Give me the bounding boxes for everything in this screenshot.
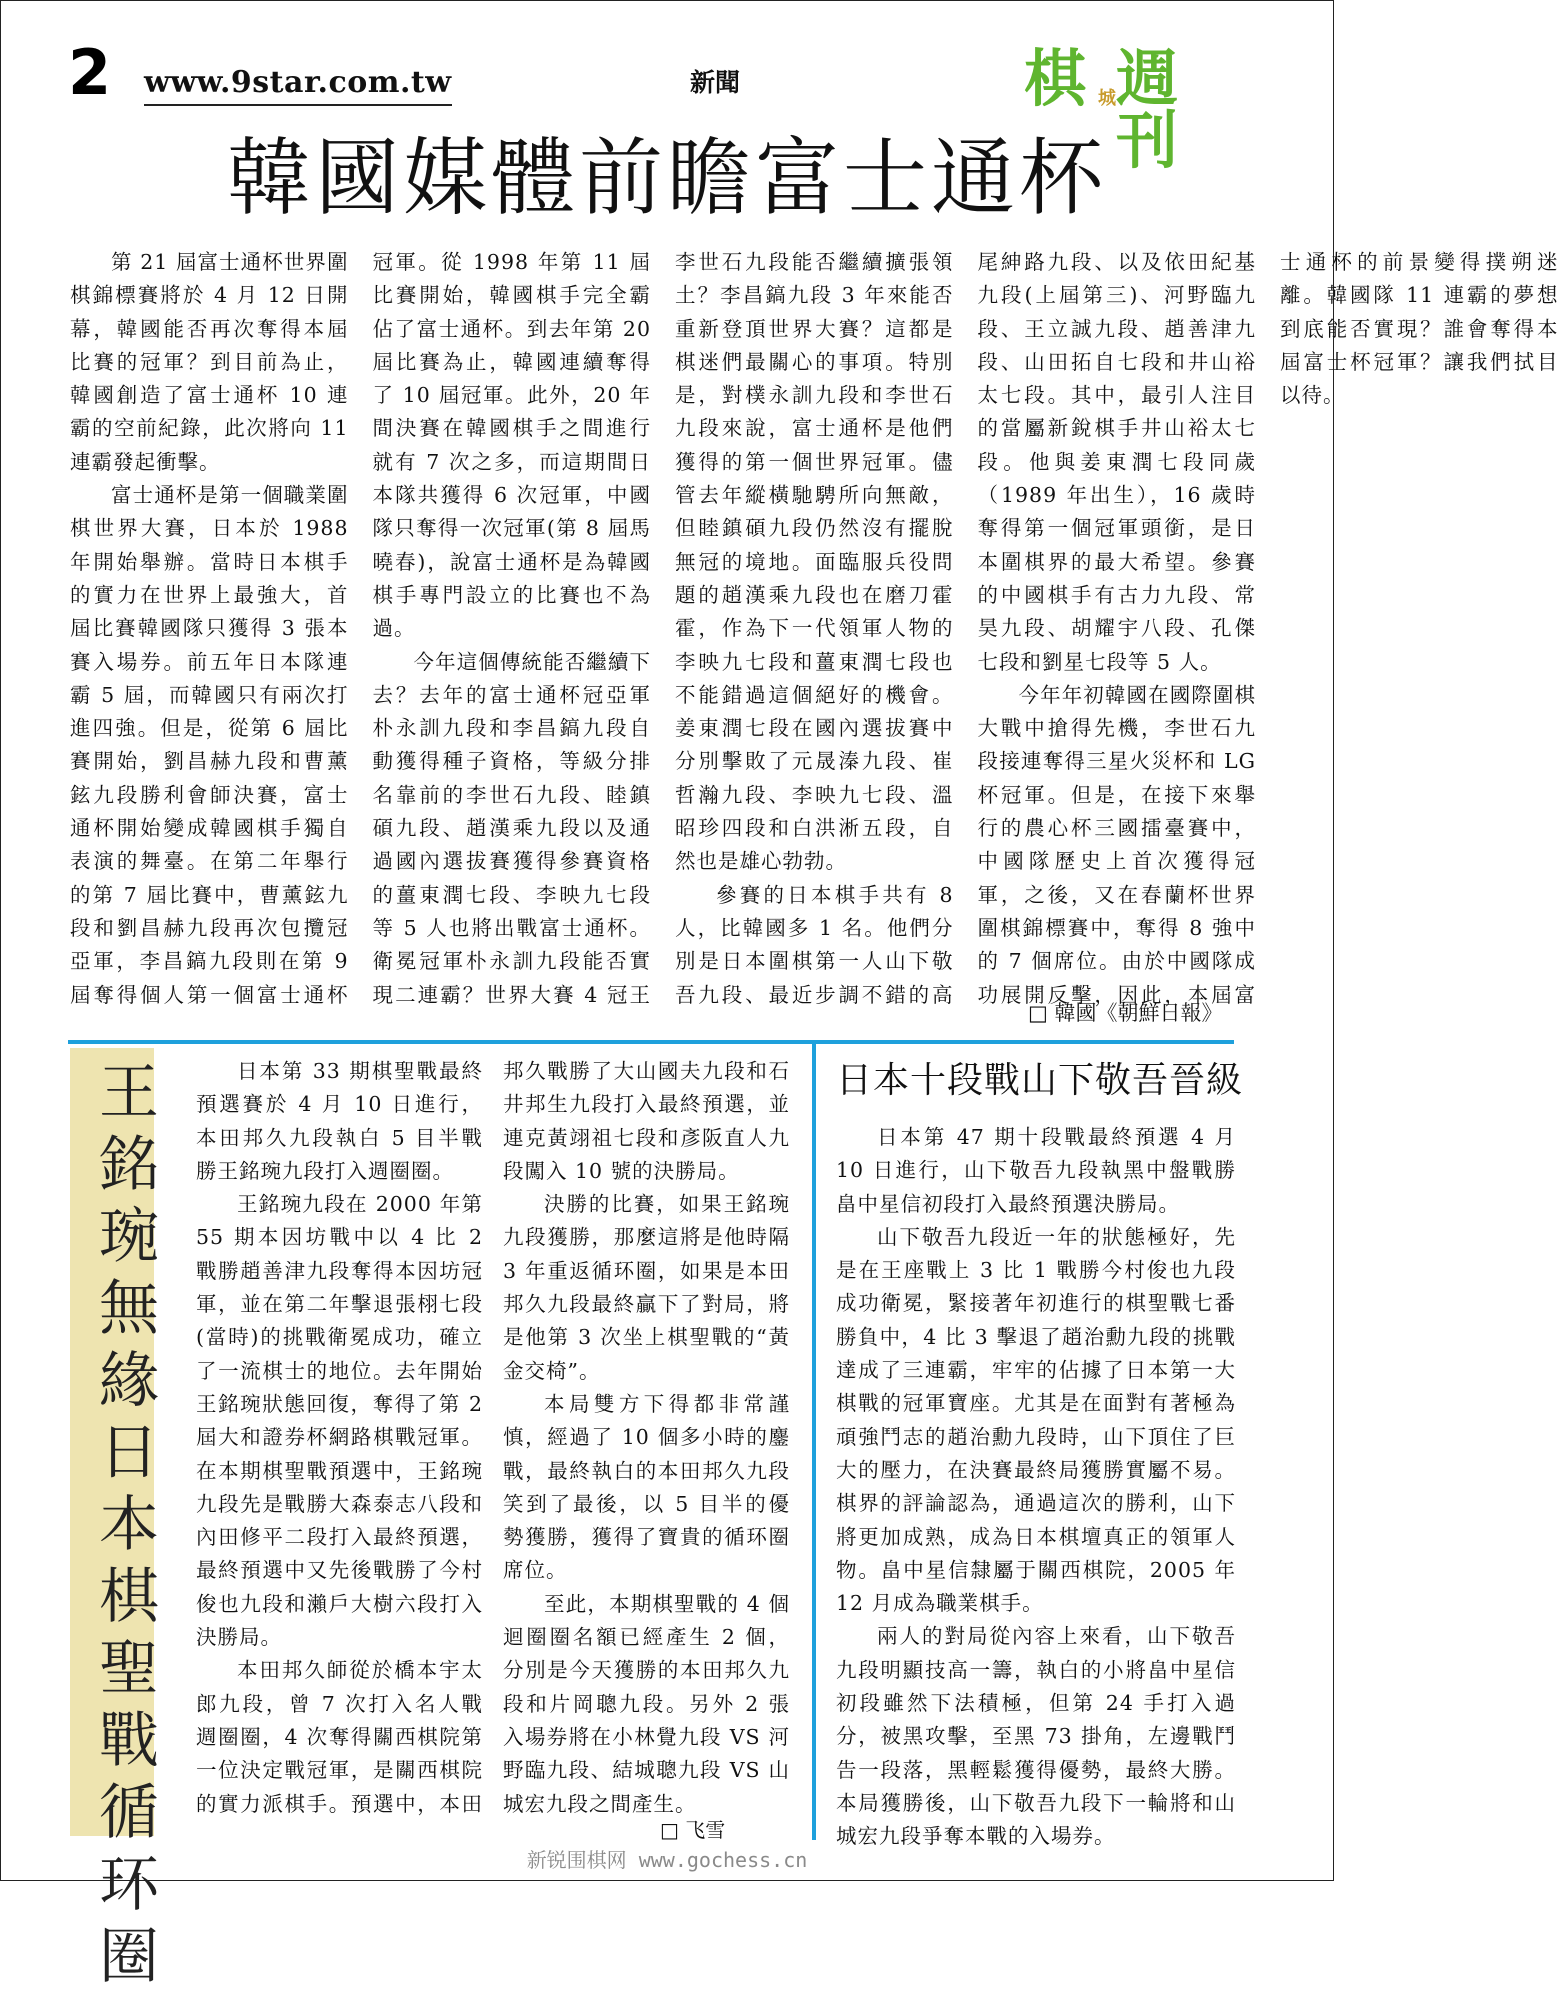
section-label: 新聞	[690, 68, 741, 97]
article-paragraph: 第 21 屆富士通杯世界圍棋錦標賽將於 4 月 12 日開幕，韓國能否再次奪得本屆比賽的冠軍？到目前為止，韓國創造了富士通杯 10 連霸的空前紀錄，此次將向 11 連霸發起衝擊。	[70, 250, 349, 474]
right-article-body	[836, 1121, 1236, 1849]
article-paragraph: 決勝的比賽，如果王銘琬九段獲勝，那麼這將是他時隔 3 年重返循环圈，如果是本田邦久九段最終贏下了對局，將是他第 3 次坐上棋聖戰的“黃金交椅”。	[503, 1192, 790, 1383]
article-paragraph: 山下敬吾九段近一年的狀態極好，先是在王座戰上 3 比 1 戰勝今村俊也九段成功衛冕，緊接著年初進行的棋聖戰七番勝負中，4 比 3 擊退了趙治勳九段的挑戰達成了三連霸，牢牢的佔據了日本第一大棋戰的冠軍寶座。尤其是在面對有著極為頑強鬥志的趙治勳九段時，山下頂住了巨大的壓力，在決賽最終局獲勝實屬不易。棋界的評論認為，通過這次的勝利，山下將更加成熟，成為日本棋壇真正的領軍人物。畠中星信隸屬于關西棋院，2005 年 12 月成為職業棋手。	[836, 1224, 1236, 1616]
page-headline: 韓國媒體前瞻富士通杯	[226, 129, 1107, 227]
right-article-headline: 日本十段戰山下敬吾晉級	[836, 1060, 1244, 1101]
article-paragraph: 兩人的對局從內容上來看，山下敬吾九段明顯技高一籌，執白的小將畠中星信初段雖然下法積極，但第 24 手打入過分，被黑攻擊，至黑 73 掛角，左邊戰鬥告一段落，黑輕鬆獲得優勢，最終大勝。本局獲勝後，山下敬吾九段下一輪將和山城宏九段爭奪本戰的入場券。	[836, 1624, 1236, 1849]
article-paragraph: 參賽的日本棋手共有 8 人，比韓國多 1 名。他們分別是日本圍棋第一人山下敬吾九段、最近步調不錯的高尾紳路九段、以及依田紀基九段(上屆第三)、河野臨九段、王立誠九段、趙善津九段、山田拓自七段和井山裕太七段。其中，最引人注目的當屬新銳棋手井山裕太七段。他與姜東潤七段同歲（1989 年出生），16 歲時奪得第一個冠軍頭銜，是日本圍棋界的最大希望。參賽的中國棋手有古力九段、常昊九段、胡耀宇八段、孔傑七段和劉星七段等 5 人。	[675, 250, 1256, 1007]
article-paragraph: 本田邦久師從於橋本宇太郎九段，曾 7 次打入名人戰週圈圈，4 次奪得關西棋院第一位決定戰冠軍，是關西棋院的實力派棋手。預選中，本田邦久戰勝了大山國夫九段和石井邦生九段打入最終預選，並連克黃翊祖七段和彥阪直人九段闖入 10 號的決勝局。	[196, 1059, 790, 1816]
publication-logo	[1024, 42, 1234, 177]
top-article-source: □ 韓國《朝鮮日報》	[1028, 1001, 1223, 1025]
horizontal-divider	[68, 1040, 1234, 1044]
top-article-body	[70, 246, 1559, 1036]
logo-text-small: 城	[1098, 88, 1116, 109]
footer-watermark: 新锐围棋网 www.gochess.cn	[526, 1848, 808, 1872]
article-paragraph: 今年年初韓國在國際圍棋大戰中搶得先機，李世石九段接連奪得三星火災杯和 LG 杯冠軍。但是，在接下來舉行的農心杯三國擂臺賽中，中國隊歷史上首次獲得冠軍，之後，又在春蘭杯世界圍棋錦標賽中，奪得 8 強中的 7 個席位。由於中國隊成功展開反擊，因此，本屆富士通杯的前景變得撲朔迷離。韓國隊 11 連霸的夢想到底能否實現？誰會奪得本屆富士杯冠軍？讓我們拭目以待。	[977, 250, 1559, 1007]
left-article-source: □ 飞雪	[660, 1818, 726, 1842]
logo-text-left: 棋	[1024, 42, 1087, 115]
logo-text-right: 週刊	[1116, 42, 1179, 177]
article-paragraph: 本局雙方下得都非常謹慎，經過了 10 個多小時的鏖戰，最終執白的本田邦久九段笑到了最後，以 5 目半的優勢獲勝，獲得了寶貴的循环圈席位。	[503, 1391, 790, 1583]
left-article-body	[196, 1055, 790, 1845]
article-paragraph: 日本第 33 期棋聖戰最終預選賽於 4 月 10 日進行，本田邦久九段執白 5 目半戰勝王銘琬九段打入週圈圈。	[196, 1059, 483, 1183]
article-paragraph: 王銘琬九段在 2000 年第 55 期本因坊戰中以 4 比 2 戰勝趙善津九段奪得本因坊冠軍，並在第二年擊退張栩七段(當時)的挑戰衛冕成功，確立了一流棋士的地位。去年開始王銘琬狀態回復，奪得了第 2 屆大和證券杯網路棋戰冠軍。在本期棋聖戰預選中，王銘琬九段先是戰勝大森泰志八段和內田修平二段打入最終預選，最終預選中又先後戰勝了今村俊也九段和瀨戶大樹六段打入決勝局。	[196, 1192, 483, 1650]
page-number: 2	[68, 36, 112, 109]
left-article-vertical-title: 王銘琬無緣日本棋聖戰循环圈	[99, 1058, 159, 1992]
article-paragraph: 今年這個傳統能否繼續下去？去年的富士通杯冠亞軍朴永訓九段和李昌鎬九段自動獲得種子資格，等級分排名靠前的李世石九段、睦鎮碩九段、趙漢乘九段以及通過國內選拔賽獲得參賽資格的薑東潤七段、李映九七段等 5 人也將出戰富士通杯。衛冕冠軍朴永訓九段能否實現二連霸？世界大賽 4 冠王李世石九段能否繼續擴張領土？李昌鎬九段 3 年來能否重新登頂世界大賽？這都是棋迷們最關心的事項。特別是，對樸永訓九段和李世石九段來說，富士通杯是他們獲得的第一個世界冠軍。儘管去年縱橫馳騁所向無敵，但睦鎮碩九段仍然沒有擺脫無冠的境地。面臨服兵役問題的趙漢乘九段也在磨刀霍霍，作為下一代領軍人物的李映九七段和薑東潤七段也不能錯過這個絕好的機會。姜東潤七段在國內選拔賽中分別擊敗了元晟溱九段、崔哲瀚九段、李映九七段、溫昭珍四段和白洪淅五段，自然也是雄心勃勃。	[372, 250, 954, 1007]
article-paragraph: 日本第 47 期十段戰最終預選 4 月 10 日進行，山下敬吾九段執黑中盤戰勝畠中星信初段打入最終預選決勝局。	[836, 1125, 1236, 1216]
website-url[interactable]: www.9star.com.tw	[144, 68, 452, 106]
article-paragraph: 至此，本期棋聖戰的 4 個迴圈圈名額已經產生 2 個，分別是今天獲勝的本田邦久九段和片岡聰九段。另外 2 張入場券將在小林覺九段 VS 河野臨九段、結城聰九段 VS 山城宏九段之間產生。	[503, 1591, 790, 1816]
vertical-divider	[812, 1043, 816, 1840]
article-paragraph: 富士通杯是第一個職業圍棋世界大賽，日本於 1988 年開始舉辦。當時日本棋手的實力在世界上最強大，首屆比賽韓國隊只獲得 3 張本賽入場券。前五年日本隊連霸 5 屆，而韓國只有兩次打進四強。但是，從第 6 屆比賽開始，劉昌赫九段和曹薰鉉九段勝利會師決賽，富士通杯開始變成韓國棋手獨自表演的舞臺。在第二年舉行的第 7 屆比賽中，曹薰鉉九段和劉昌赫九段再次包攬冠亞軍，李昌鎬九段則在第 9 屆奪得個人第一個富士通杯冠軍。從 1998 年第 11 屆比賽開始，韓國棋手完全霸佔了富士通杯。到去年第 20 屆比賽為止，韓國連續奪得了 10 屆冠軍。此外，20 年間決賽在韓國棋手之間進行就有 7 次之多，而這期間日本隊共獲得 6 次冠軍，中國隊只奪得一次冠軍(第 8 屆馬曉春)，說富士通杯是為韓國棋手專門設立的比賽也不為過。	[70, 250, 651, 1007]
